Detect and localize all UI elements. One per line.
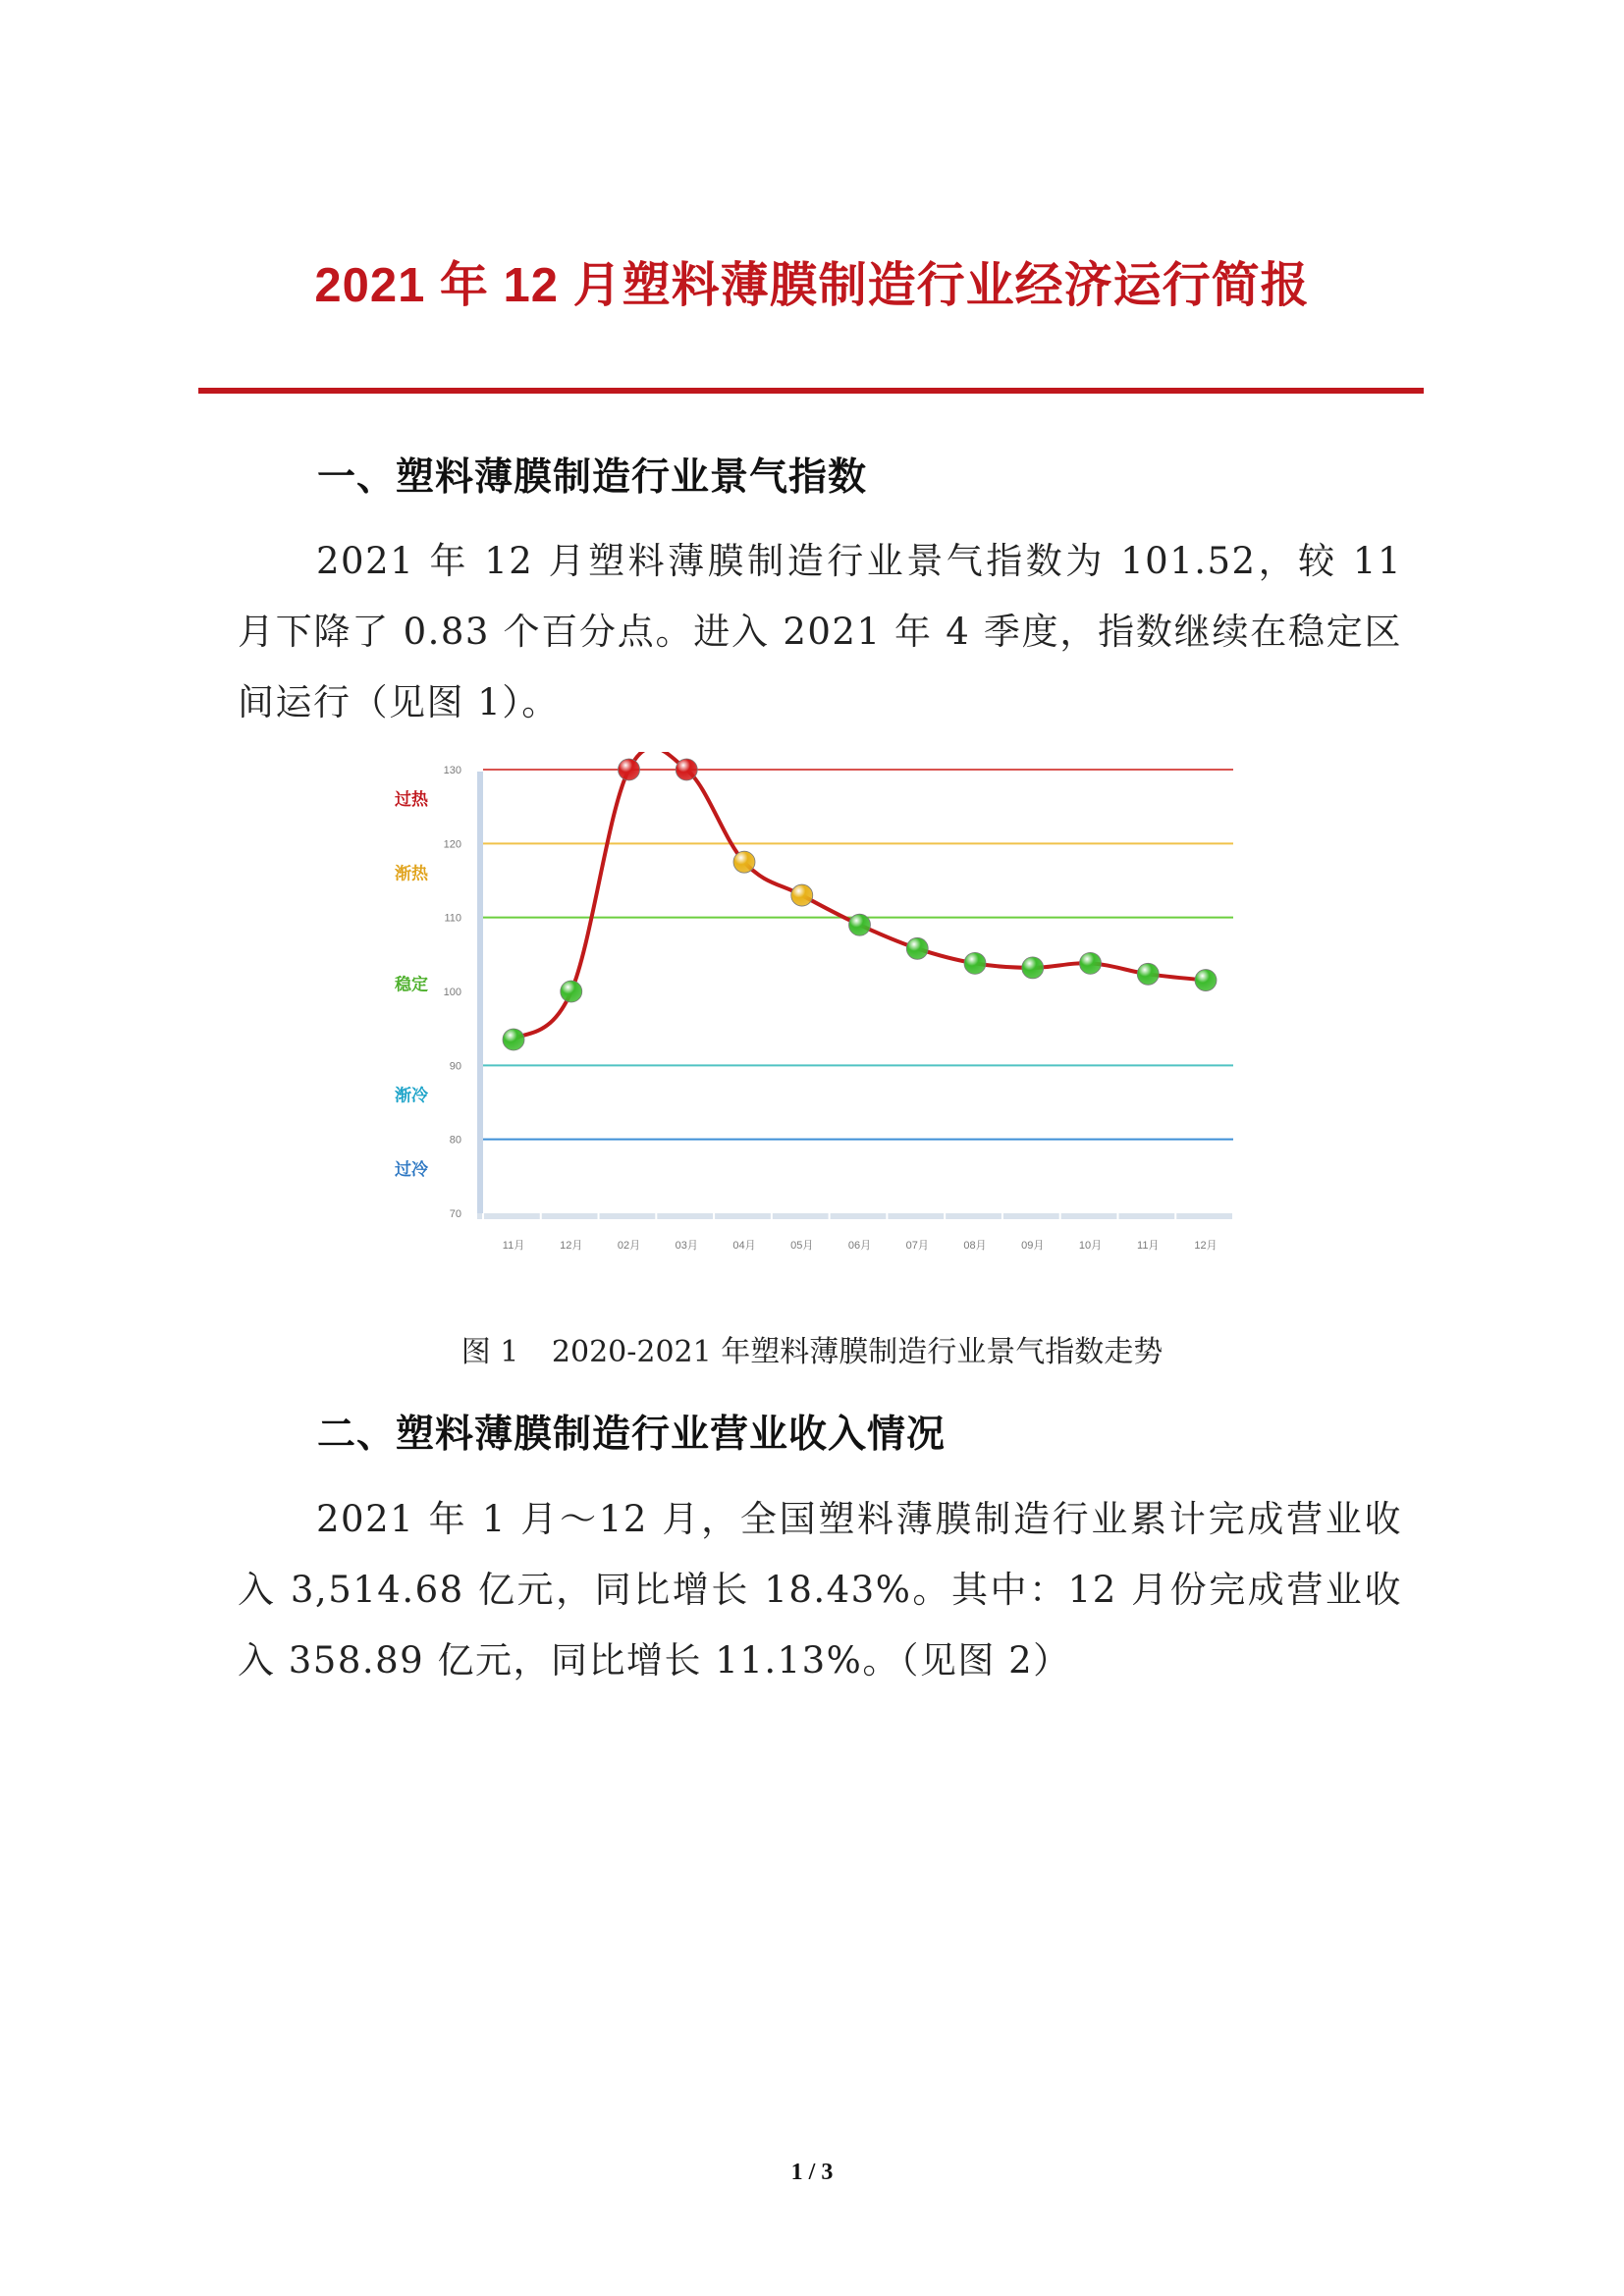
zone-label: 渐冷	[395, 1086, 428, 1106]
x-tick-label: 10月	[1078, 1240, 1103, 1252]
x-tick-label: 08月	[963, 1240, 987, 1252]
x-tick-label: 05月	[790, 1240, 814, 1252]
section1-heading: 一、塑料薄膜制造行业景气指数	[317, 454, 868, 500]
data-point	[1195, 970, 1217, 991]
data-point	[1080, 952, 1102, 974]
x-tick-label: 06月	[847, 1240, 872, 1252]
zone-label: 渐热	[395, 864, 428, 884]
figure1-caption-text: 2020-2021 年塑料薄膜制造行业景气指数走势	[551, 1335, 1164, 1369]
data-point	[561, 981, 582, 1002]
x-tick-label: 03月	[675, 1240, 698, 1252]
title-divider	[198, 388, 1424, 394]
zone-label: 稳定	[395, 975, 428, 995]
x-tick-label: 09月	[1021, 1240, 1045, 1252]
x-tick-label: 11月	[502, 1240, 525, 1252]
data-point	[733, 851, 755, 873]
data-point	[676, 759, 697, 780]
x-tick-label: 12月	[1194, 1240, 1218, 1252]
data-point	[791, 884, 813, 906]
section2-paragraph	[238, 1484, 1402, 1696]
page-title: 2021 年 12 月塑料薄膜制造行业经济运行简报	[314, 259, 1310, 312]
y-axis-bar	[477, 772, 483, 1215]
page-number: 1 / 3	[790, 2160, 834, 2185]
x-tick-label: 12月	[560, 1240, 583, 1252]
data-point	[619, 759, 640, 780]
x-tick-label: 02月	[617, 1240, 641, 1252]
x-tick-label: 04月	[732, 1240, 756, 1252]
y-tick-label: 100	[443, 987, 461, 998]
x-tick-label: 07月	[905, 1240, 929, 1252]
data-point	[1022, 957, 1044, 979]
series-line	[514, 752, 1206, 1040]
data-point	[1137, 963, 1159, 985]
data-point	[503, 1029, 524, 1050]
x-axis-bar	[477, 1213, 1233, 1219]
y-tick-label: 70	[449, 1208, 461, 1220]
x-tick-label: 11月	[1137, 1240, 1160, 1252]
y-tick-label: 130	[443, 765, 461, 776]
section2-heading: 二、塑料薄膜制造行业营业收入情况	[317, 1412, 947, 1457]
data-point	[849, 914, 871, 935]
data-point	[906, 937, 928, 959]
data-point	[964, 952, 986, 974]
y-tick-label: 120	[443, 838, 461, 851]
figure1-label: 图 1	[460, 1335, 519, 1369]
section2-text: 2021 年 1 月～12 月，全国塑料薄膜制造行业累计完成营业收入 3,514.68 亿元，同比增长 18.43%。其中：12 月份完成营业收入 358.89 亿元，同比增长 11.13%。（见图 2）	[238, 1498, 1402, 1682]
index-trend-chart	[383, 752, 1247, 1272]
zone-label: 过冷	[395, 1159, 428, 1180]
section1-text: 2021 年 12 月塑料薄膜制造行业景气指数为 101.52，较 11 月下降了 0.83 个百分点。进入 2021 年 4 季度，指数继续在稳定区间运行（见图 1）。	[238, 540, 1402, 723]
y-tick-label: 80	[449, 1134, 461, 1147]
y-tick-label: 110	[444, 912, 461, 925]
y-tick-label: 90	[449, 1060, 461, 1073]
figure1-caption	[0, 1327, 1624, 1370]
section1-paragraph	[238, 526, 1402, 738]
zone-label: 过热	[395, 790, 428, 811]
